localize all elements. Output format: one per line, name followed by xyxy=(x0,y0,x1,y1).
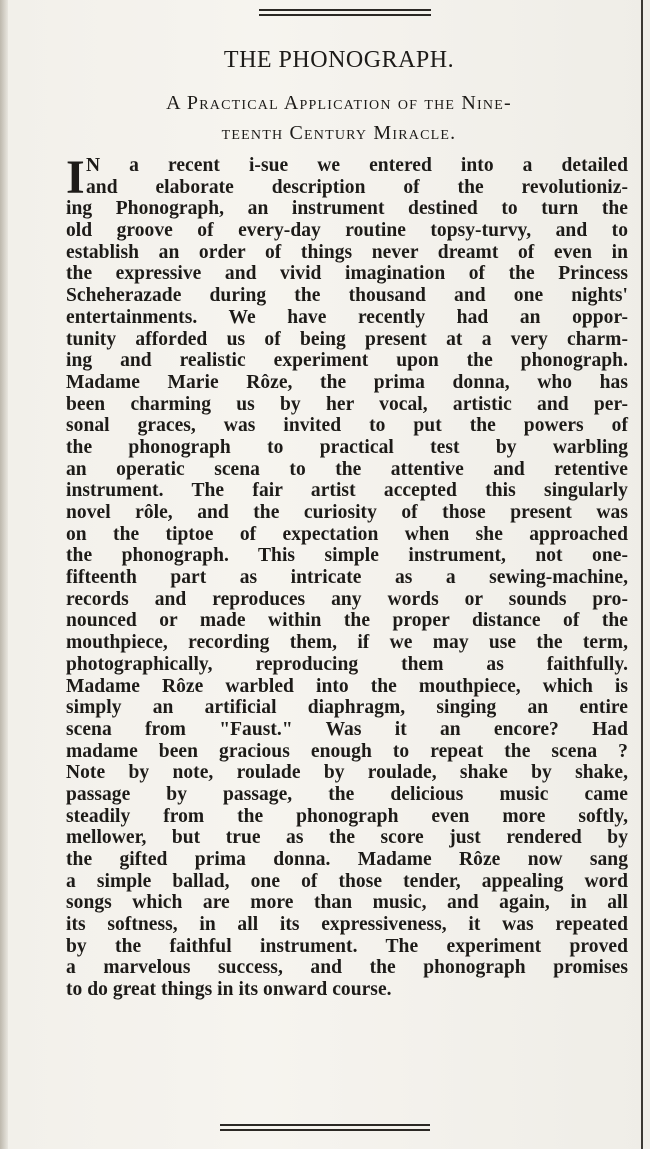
article-line: madame been gracious enough to repeat the scena ? xyxy=(66,740,628,762)
article-line: Madame Marie Rôze, the prima donna, who has xyxy=(66,371,628,393)
article-line: simply an artificial diaphragm, singing an entire xyxy=(66,697,628,719)
article-line: mellower, but true as the score just rendered by xyxy=(66,827,628,849)
article-line: ing Phonograph, an instrument destined to turn the xyxy=(66,198,628,220)
article-line: Madame Rôze warbled into the mouthpiece, which is xyxy=(66,675,628,697)
column-divider-rule xyxy=(641,0,643,1149)
article-line: records and reproduces any words or sounds pro- xyxy=(66,588,628,610)
article-line: its softness, in all its expressiveness, it was repeated xyxy=(66,914,628,936)
article-line: nounced or made within the proper distance of the xyxy=(66,610,628,632)
article-line: photographically, reproducing them as faithfully. xyxy=(66,653,628,675)
article-line: instrument. The fair artist accepted this singularly xyxy=(66,480,628,502)
article-line: a marvelous success, and the phonograph promises xyxy=(66,957,628,979)
article-line: N a recent i-sue we entered into a detailed xyxy=(86,155,628,176)
top-double-rule xyxy=(259,9,431,16)
article-line: establish an order of things never dreamt of even in xyxy=(66,241,628,263)
article-line: novel rôle, and the curiosity of those present was xyxy=(66,502,628,523)
article-line: tunity afforded us of being present at a very charm- xyxy=(66,328,628,350)
article-line: fifteenth part as intricate as a sewing-machine, xyxy=(66,567,628,589)
article-line: by the faithful instrument. The experiment proved xyxy=(66,935,628,957)
article-line: Scheherazade during the thousand and one nights' xyxy=(66,285,628,307)
article-line: been charming us by her vocal, artistic and per- xyxy=(66,393,628,415)
article-line: Note by note, roulade by roulade, shake by shake, xyxy=(66,762,628,784)
article-line: sonal graces, was invited to put the powers of xyxy=(66,415,628,437)
article-line: songs which are more than music, and again, in all xyxy=(66,892,628,914)
article-line: a simple ballad, one of those tender, appealing word xyxy=(66,870,628,892)
article-subtitle xyxy=(40,88,638,148)
article-line: the gifted prima donna. Madame Rôze now sang xyxy=(66,849,628,870)
article-title: THE PHONOGRAPH. xyxy=(223,47,455,73)
article-line: to do great things in its onward course. xyxy=(66,979,392,1001)
article-line: entertainments. We have recently had an oppor- xyxy=(66,306,628,328)
article-line: the phonograph. This simple instrument, not one- xyxy=(66,545,628,567)
page-edge-shadow xyxy=(0,0,8,1149)
drop-cap: I xyxy=(66,151,85,204)
article-line: steadily from the phonograph even more softly, xyxy=(66,805,628,827)
article-line: passage by passage, the delicious music came xyxy=(66,783,628,805)
subtitle-line-2: teenth Century Miracle. xyxy=(221,122,457,144)
bottom-double-rule xyxy=(220,1124,430,1131)
article-body xyxy=(66,151,628,1001)
article-line: the expressive and vivid imagination of the Princess xyxy=(66,263,628,285)
article-line: on the tiptoe of expectation when she approached xyxy=(66,523,628,545)
article-line: an operatic scena to the attentive and retentive xyxy=(66,458,628,480)
article-line: mouthpiece, recording them, if we may use the term, xyxy=(66,632,628,654)
article-line: the phonograph to practical test by warbling xyxy=(66,436,628,458)
subtitle-line-1: A Practical Application of the Nine- xyxy=(166,92,512,114)
article-line: old groove of every-day routine topsy-turvy, and to xyxy=(66,220,628,242)
article-line: scena from "Faust." Was it an encore? Had xyxy=(66,718,628,740)
article-line: and elaborate description of the revolutioniz- xyxy=(86,176,628,198)
article-line: ing and realistic experiment upon the phonograph. xyxy=(66,350,628,372)
